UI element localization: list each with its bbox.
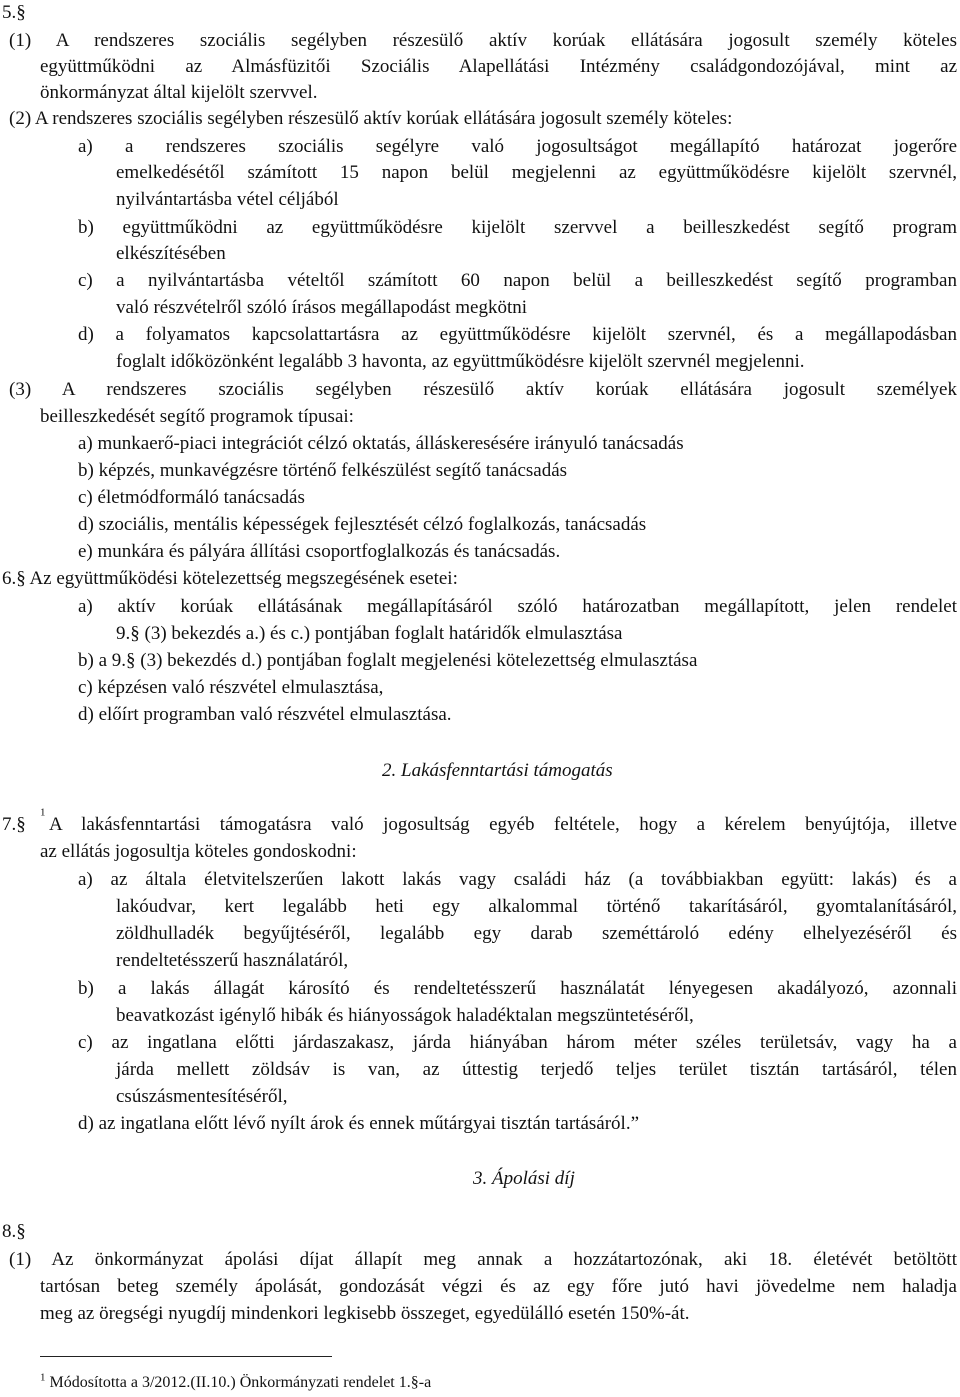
paragraph-line: tartósan beteg személy ápolását, gondozását végzi és az egy főre jutó havi jövedelme nem haladja (40, 1276, 957, 1297)
list-item-continuation: zöldhulladék begyűjtéséről, legalább egy darab szeméttároló edény elhelyezéséről és (116, 923, 957, 944)
list-item: b) együttműködni az együttműködésre kijelölt szervvel a beilleszkedést segítő program (78, 217, 957, 238)
footnote-text: Módosította a 3/2012.(II.10.) Önkormányzati rendelet 1.§-a (49, 1374, 432, 1391)
list-item: e) munkára és pályára állítási csoportfoglalkozás és tanácsadás. (78, 541, 561, 562)
list-item: a) aktív korúak ellátásának megállapításáról szóló határozatban megállapított, jelen rendelet (78, 596, 957, 617)
list-item: d) a folyamatos kapcsolattartásra az együttműködésre kijelölt szervnél, és a megállapodásban (78, 324, 957, 345)
section-6-heading: 6.§ Az együttműködési kötelezettség megszegésének esetei: (2, 568, 458, 589)
list-item-continuation: emelkedésétől számított 15 napon belül megjelenni az együttműködésre kijelölt szervnél, (116, 162, 957, 183)
subsection-heading: 3. Ápolási díj (473, 1168, 575, 1189)
list-item-continuation: csúszásmentesítéséről, (116, 1086, 288, 1107)
list-item: a) az általa életvitelszerűen lakott lakás vagy családi ház (a továbbiakban együtt: lakás) és a (78, 869, 957, 890)
section-5-heading: 5.§ (2, 2, 26, 23)
paragraph-line: meg az öregségi nyugdíj mindenkori legkisebb összeget, egyedülálló esetén 150%-át. (40, 1303, 690, 1324)
footnote-number: 1 (40, 1371, 46, 1384)
list-item-continuation: járda mellett zöldsáv is van, az úttestig terjedő teljes terület tisztán tartásáról, télen (116, 1059, 957, 1080)
paragraph-line: (3) A rendszeres szociális segélyben részesülő aktív korúak ellátására jogosult személyek (9, 379, 957, 400)
list-item: b) a 9.§ (3) bekezdés d.) pontjában foglalt megjelenési kötelezettség elmulasztása (78, 650, 698, 671)
subsection-heading: 2. Lakásfenntartási támogatás (382, 760, 613, 781)
list-item: c) a nyilvántartásba vételtől számított 60 napon belül a beilleszkedést segítő programban (78, 270, 957, 291)
footnote-ref: 1 (40, 806, 46, 819)
list-item-continuation: beavatkozást igénylő hibák és hiányosságok haladéktalan megszüntetéséről, (116, 1005, 694, 1026)
list-item: a) munkaerő-piaci integrációt célzó oktatás, álláskeresésére irányuló tanácsadás (78, 433, 684, 454)
paragraph-line: (1) A rendszeres szociális segélyben részesülő aktív korúak ellátására jogosult személy köteles (9, 30, 957, 51)
list-item: c) életmódformáló tanácsadás (78, 487, 305, 508)
paragraph-line: A lakásfenntartási támogatásra való jogosultság egyéb feltétele, hogy a kérelem benyújtója, illetve (49, 814, 957, 835)
list-item: a) a rendszeres szociális segélyre való jogosultságot megállapító határozat jogerőre (78, 136, 957, 157)
list-item-continuation: elkészítésében (116, 243, 226, 264)
paragraph-line: az ellátás jogosultja köteles gondoskodni: (40, 841, 357, 862)
footnote-divider (40, 1356, 332, 1357)
list-item: c) képzésen való részvétel elmulasztása, (78, 677, 384, 698)
list-item-continuation: nyilvántartásba vétel céljából (116, 189, 339, 210)
list-item: d) előírt programban való részvétel elmulasztása. (78, 704, 452, 725)
paragraph-line: önkormányzat által kijelölt szervvel. (40, 82, 318, 103)
list-item-continuation: rendeltetésszerű használatáról, (116, 950, 349, 971)
list-item: c) az ingatlana előtti járdaszakasz, járda hiányában három méter széles területsáv, vagy ha a (78, 1032, 957, 1053)
list-item: d) szociális, mentális képességek fejlesztését célzó foglalkozás, tanácsadás (78, 514, 647, 535)
paragraph-line: (2) A rendszeres szociális segélyben részesülő aktív korúak ellátására jogosult személy köteles: (9, 108, 733, 129)
footnote (40, 1371, 432, 1391)
list-item-continuation: való részvételről szóló írásos megállapodást megkötni (116, 297, 528, 318)
section-8-heading: 8.§ (2, 1221, 26, 1242)
paragraph-line: beilleszkedését segítő programok típusai: (40, 406, 354, 427)
paragraph-line: (1) Az önkormányzat ápolási díjat állapít meg annak a hozzátartozónak, aki 18. életévét betöltött (9, 1249, 957, 1270)
list-item-continuation: 9.§ (3) bekezdés a.) és c.) pontjában foglalt határidők elmulasztása (116, 623, 623, 644)
footnote-marker (40, 808, 46, 827)
paragraph-line: együttműködni az Almásfüzitői Szociális Alapellátási Intézmény családgondozójával, mint az (40, 56, 957, 77)
list-item-continuation: lakóudvar, kert legalább heti egy alkalommal történő takarításáról, gyomtalanításáról, (116, 896, 957, 917)
list-item: d) az ingatlana előtt lévő nyílt árok és ennek műtárgyai tisztán tartásáról.” (78, 1113, 640, 1134)
section-7-heading: 7.§ (2, 814, 26, 835)
list-item-continuation: foglalt időközönként legalább 3 havonta, az együttműködésre kijelölt szervnél megjelenni. (116, 351, 805, 372)
list-item: b) képzés, munkavégzésre történő felkészülést segítő tanácsadás (78, 460, 568, 481)
list-item: b) a lakás állagát károsító és rendeltetésszerű használatát lényegesen akadályozó, azonnali (78, 978, 957, 999)
